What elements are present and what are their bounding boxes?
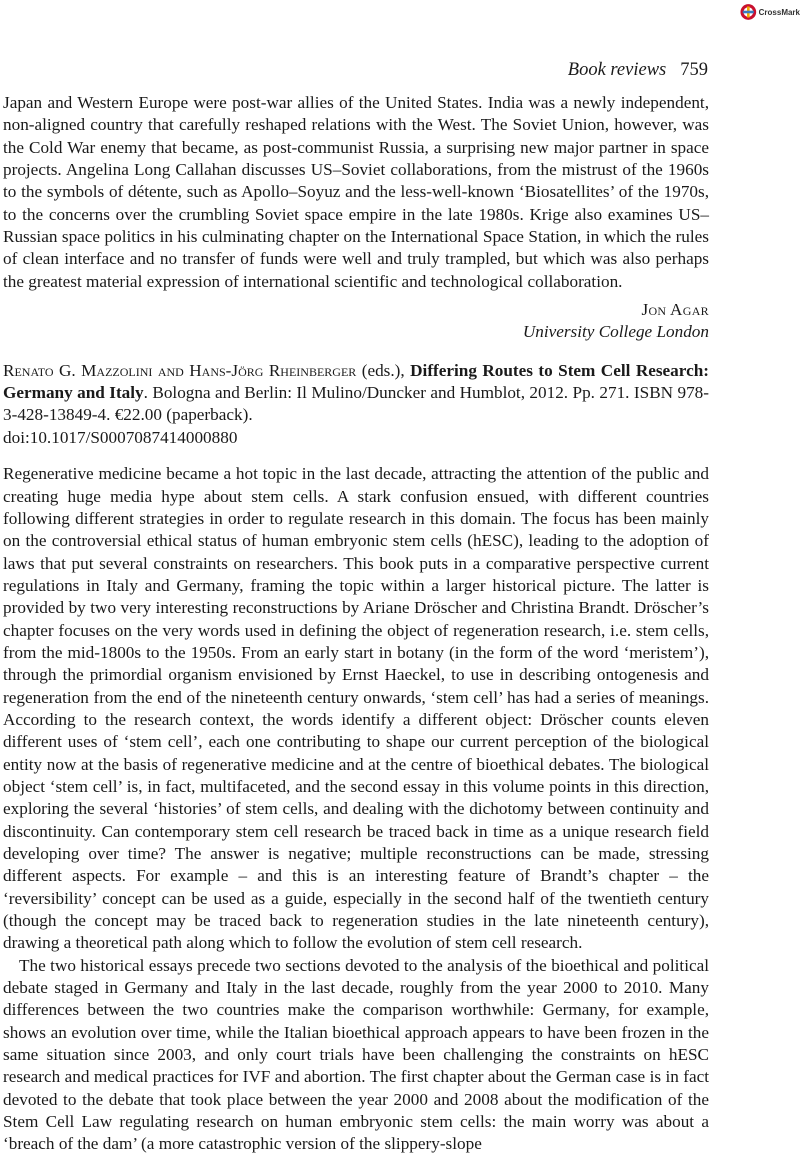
review-citation [3, 360, 709, 427]
reviewer-signature [3, 299, 709, 344]
running-head [568, 60, 708, 81]
publication-details: . Bologna and Berlin: Il Mulino/Duncker and Humblot, 2012. Pp. 271. ISBN 978-3-428-13849-4. €22.00 (paperback). [3, 383, 709, 425]
review-paragraph-2: The two historical essays precede two sections devoted to the analysis of the bioethical and political debate staged in Germany and Italy in the last decade, roughly from the year 2000 to 2010. Many differences between the two countries make the comparison worthwhile: Germany, for example, shows an evolution over time, while the Italian bioethical approach appears to have been frozen in the same situation since 2003, and only court trials have been challenging the constraints on hESC research and medical practices for IVF and abortion. The first chapter about the German case is in fact devoted to the debate that took place between the year 2000 and 2008 about the modification of the Stem Cell Law regulating research on human embryonic stem cells: the main worry was about a ‘breach of the dam’ (a more catastrophic version of the slippery-slope [3, 955, 709, 1154]
crossmark-badge[interactable] [740, 3, 800, 21]
review-paragraph-1: Regenerative medicine became a hot topic in the last decade, attracting the attention of the public and creating huge media hype about stem cells. A stark confusion ensued, with different countries following different strategies in order to regulate research in this domain. The focus has been mainly on the controversial ethical status of human embryonic stem cells (hESC), leading to the adoption of laws that put several constraints on researchers. This book puts in a comparative perspective current regulations in Italy and Germany, framing the topic within a larger historical picture. The latter is provided by two very interesting reconstructions by Ariane Dröscher and Christina Brandt. Dröscher’s chapter focuses on the very words used in defining the object of regeneration research, i.e. stem cells, from the mid-1800s to the 1950s. From an early start in botany (in the form of the word ‘meristem’), through the primordial organism envisioned by Ernst Haeckel, to use in describing ontogenesis and regeneration from the end of the nineteenth century onwards, ‘stem cell’ has had a series of meanings. According to the research context, the words identify a different object: Dröscher counts eleven different uses of ‘stem cell’, each one contributing to shape our current perception of the biological entity now at the basis of regenerative medicine and at the centre of bioethical debates. The biological object ‘stem cell’ is, in fact, multifaceted, and the second essay in this volume points in this direction, exploring the several ‘histories’ of stem cells, and dealing with the dichotomy between continuity and discontinuity. Can contemporary stem cell research be traced back in time as a unique research field developing over time? The answer is negative; multiple reconstructions can be made, stressing different aspects. For example – and this is an interesting feature of Brandt’s chapter – the ‘reversibility’ concept can be used as a guide, especially in the second half of the twentieth century (though the concept may be traced back to regeneration studies in the late nineteenth century), drawing a theoretical path along which to follow the evolution of stem cell research. [3, 464, 709, 953]
editors-suffix: (eds.), [356, 360, 411, 380]
crossmark-label: CrossMark [758, 7, 800, 17]
reviewer-name: Jon Agar [641, 300, 709, 320]
running-head-title: Book reviews [567, 60, 667, 80]
book-title: Differing Routes to Stem Cell Research: Germany and Italy [3, 360, 710, 403]
book-editors: Renato G. Mazzolini and Hans-Jörg Rheinberger [3, 360, 357, 380]
crossmark-icon [740, 3, 757, 21]
previous-review-paragraph: Japan and Western Europe were post-war allies of the United States. India was a newly independent, non-aligned country that carefully reshaped relations with the West. The Soviet Union, however, was the Cold War enemy that became, as post-communist Russia, a surprising new major partner in space projects. Angelina Long Callahan discusses US–Soviet collaborations, from the mistrust of the 1960s to the symbols of détente, such as Apollo–Soyuz and the less-well-known ‘Biosatellites’ of the 1970s, to the concerns over the crumbling Soviet space empire in the late 1980s. Krige also examines US–Russian space politics in his culminating chapter on the International Space Station, in which the rules of clean interface and no transfer of funds were well and truly trampled, but which was also perhaps the greatest material expression of international scientific and technological collaboration. [3, 93, 709, 291]
reviewer-institution: University College London [522, 322, 709, 342]
page-body [3, 92, 709, 1156]
page-number: 759 [680, 60, 708, 80]
doi[interactable]: doi:10.1017/S0007087414000880 [3, 427, 238, 447]
